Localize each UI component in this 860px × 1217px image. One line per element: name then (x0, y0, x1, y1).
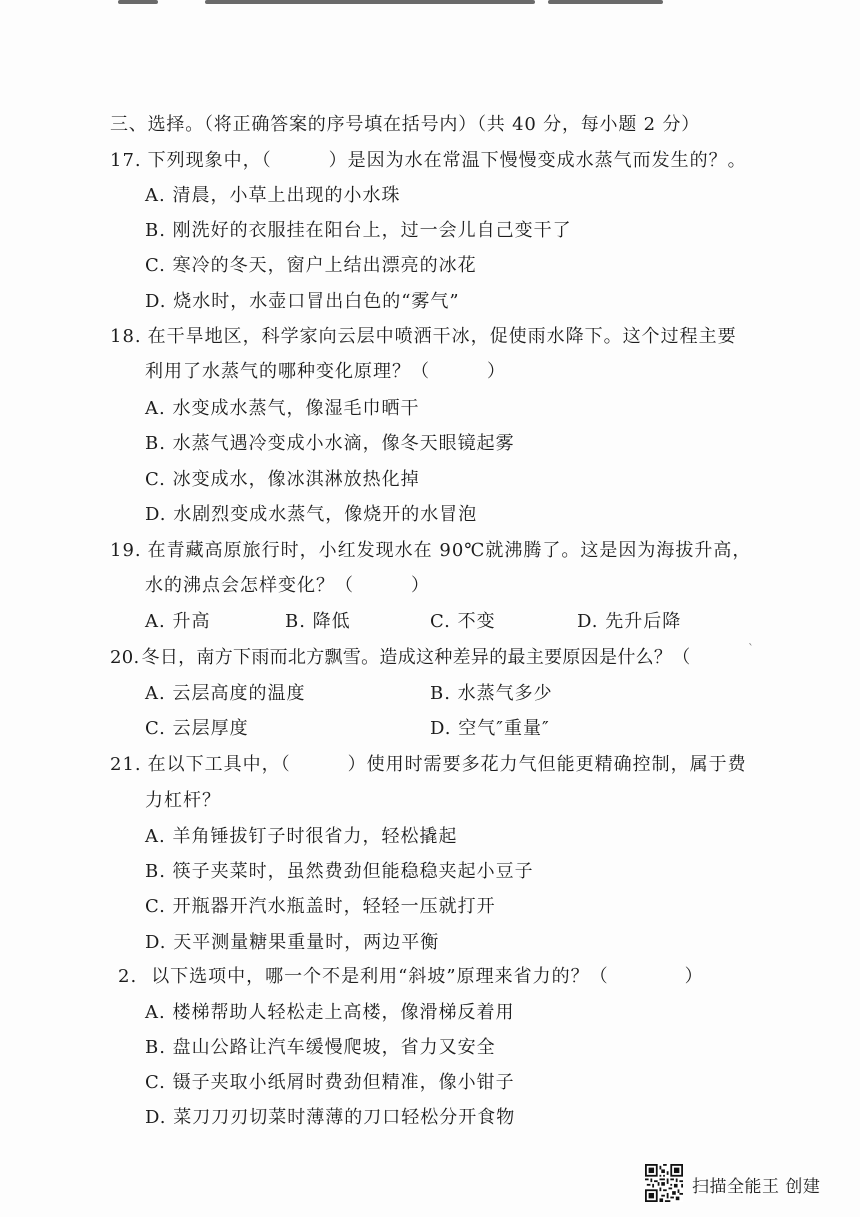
footer-label: 扫描全能王 创建 (692, 1177, 821, 1197)
option-c: C. 镊子夹取小纸屑时费劲但精准，像小钳子 (145, 1072, 515, 1093)
scan-top-edge (0, 0, 860, 10)
question-21-stem (110, 750, 747, 776)
option-d: D. 烧水时，水壶口冒出白色的“雾气” (145, 291, 460, 312)
qr-code-icon (645, 1164, 683, 1202)
question-19-stem (110, 536, 751, 562)
question-text: 以下选项中，哪一个不是利用“斜坡”原理来省力的？（ ） (151, 966, 704, 987)
option-b: B. 降低 (285, 611, 351, 632)
option-d: D. 先升后降 (577, 611, 682, 632)
option-a: A. 羊角锤拔钉子时很省力，轻松撬起 (145, 826, 458, 847)
section-title: 三、选择。（将正确答案的序号填在括号内）（共 40 分，每小题 2 分） (110, 114, 701, 135)
question-text: 冬日，南方下雨而北方飘雪。造成这种差异的最主要原因是什么？（ (141, 647, 691, 668)
options-row-1 (145, 679, 745, 703)
option-b: B. 水蒸气遇冷变成小水滴，像冬天眼镜起雾 (145, 433, 515, 454)
question-number: 17. (110, 150, 142, 171)
option-d: D. 空气″重量″ (430, 718, 550, 739)
question-text-continued: 水的沸点会怎样变化？（ ） (145, 575, 430, 596)
stray-mark: ˋ (748, 642, 754, 656)
question-text: 下列现象中，（ ）是因为水在常温下慢慢变成水蒸气而发生的？。 (147, 150, 747, 171)
option-a: A. 升高 (145, 611, 211, 632)
option-b: B. 筷子夹菜时，虽然费劲但能稳稳夹起小豆子 (145, 861, 534, 882)
options-row-2 (145, 714, 745, 738)
question-20-stem (110, 643, 691, 669)
option-a: A. 云层高度的温度 (145, 683, 306, 704)
question-number: 21. (110, 754, 142, 775)
question-text-continued: 利用了水蒸气的哪种变化原理？（ ） (145, 361, 506, 382)
question-number: 2. (118, 966, 138, 987)
question-text: 在干旱地区，科学家向云层中喷洒干冰，促使雨水降下。这个过程主要 (147, 326, 737, 347)
option-d: D. 天平测量糖果重量时，两边平衡 (145, 932, 440, 953)
option-a: A. 清晨，小草上出现的小水珠 (145, 185, 401, 206)
question-number: 19. (110, 540, 142, 561)
option-d: D. 水剧烈变成水蒸气，像烧开的水冒泡 (145, 504, 478, 525)
option-c: C. 开瓶器开汽水瓶盖时，轻轻一压就打开 (145, 896, 496, 917)
question-number: 18. (110, 326, 142, 347)
option-a: A. 楼梯帮助人轻松走上高楼，像滑梯反着用 (145, 1002, 515, 1023)
options-row (145, 607, 745, 631)
option-a: A. 水变成水蒸气，像湿毛巾晒干 (145, 398, 420, 419)
question-22-stem (110, 962, 704, 988)
question-number: 20. (110, 647, 140, 668)
option-c: C. 云层厚度 (145, 718, 249, 739)
option-b: B. 盘山公路让汽车缓慢爬坡，省力又安全 (145, 1037, 496, 1058)
option-c: C. 寒冷的冬天，窗户上结出漂亮的冰花 (145, 255, 477, 276)
option-c: C. 冰变成水，像冰淇淋放热化掉 (145, 469, 420, 490)
option-d: D. 菜刀刀刃切菜时薄薄的刀口轻松分开食物 (145, 1107, 516, 1128)
question-18-stem (110, 322, 737, 348)
option-b: B. 水蒸气多少 (430, 683, 553, 704)
question-text: 在以下工具中，（ ）使用时需要多花力气但能更精确控制，属于费 (147, 754, 747, 775)
question-17-stem (110, 146, 747, 172)
question-text: 在青藏高原旅行时，小红发现水在 90℃就沸腾了。这是因为海拔升高， (147, 540, 752, 561)
question-text-continued: 力杠杆？ (145, 790, 221, 811)
scanner-watermark (645, 1164, 845, 1204)
option-b: B. 刚洗好的衣服挂在阳台上，过一会儿自己变干了 (145, 220, 572, 241)
option-c: C. 不变 (430, 611, 496, 632)
